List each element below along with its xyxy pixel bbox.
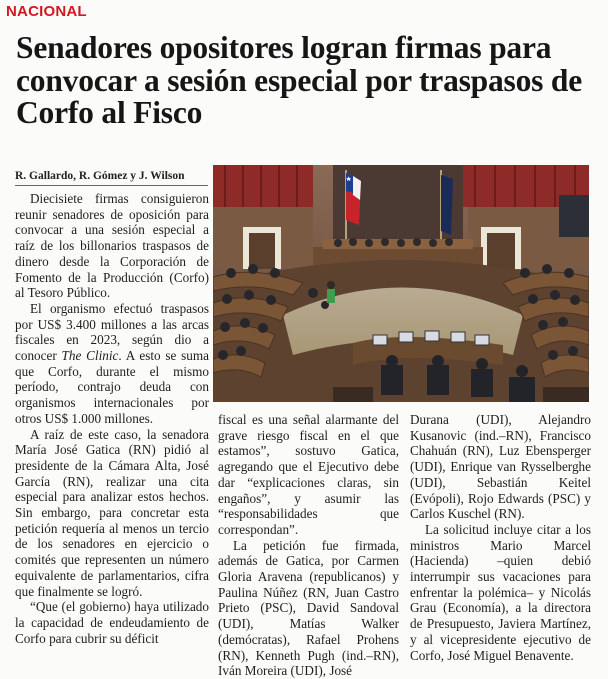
- paragraph: fiscal es una señal alarmante del grave riesgo fiscal en el que estamos”, sostuvo Gatica, agregando que el Ejecutivo debe dar “explicaciones claras, sin engaños”, y asumir las “responsabilidades que correspondan”.: [218, 412, 399, 537]
- article-column-2: [218, 412, 399, 679]
- senate-chamber-photo: [213, 165, 589, 402]
- paragraph: La petición fue firmada, además de Gatica, por Carmen Gloria Aravena (republicanos) y Paulina Núñez (RN, Juan Castro Prieto (PSC), David Sandoval (UDI), Matías Walker (demócratas), Rafael Prohens (RN), Kenneth Pugh (ind.–RN), Iván Moreira (UDI), José: [218, 537, 399, 679]
- paragraph: El organismo efectuó traspasos por US$ 3.400 millones a las arcas fiscales en 2023, según dio a conocer The Clinic. A esto se suma que Corfo, durante el mismo período, contrajo deuda con organismos internacionales por otros US$ 1.000 millones.: [15, 300, 210, 426]
- paragraph: “Que (el gobierno) haya utilizado la capacidad de endeudamiento de Corfo para cubrir su déficit: [15, 599, 209, 646]
- article-column-3: [410, 412, 591, 663]
- article-column-1: [15, 191, 209, 646]
- publication-name: The Clinic: [61, 348, 119, 364]
- paragraph: La solicitud incluye citar a los ministros Mario Marcel (Hacienda) –quien debió interrumpir sus vacaciones para enfrentar la polémica– y Nicolás Grau (Economía), a la directora de Presupuesto, Javiera Martínez, y al vicepresidente ejecutivo de Corfo, José Miguel Benavente.: [410, 521, 591, 663]
- byline-rule: [15, 185, 208, 186]
- headline: Senadores opositores logran firmas para convocar a sesión especial por traspasos de Corfo al Fisco: [16, 30, 582, 130]
- paragraph: Diecisiete firmas consiguieron reunir senadores de oposición para convocar a una sesión especial a raíz de los billonarios traspasos de dinero desde la Corporación de Fomento de la Producción (Corfo) al Tesoro Público.: [15, 191, 209, 301]
- paragraph: Durana (UDI), Alejandro Kusanovic (ind.–RN), Francisco Chahuán (RN), Luz Ebensperger (UDI), Enrique van Rysselberghe (UDI), Sebastián Keitel (Evópoli), Rojo Edwards (PSC) y Carlos Kuschel (RN).: [410, 412, 591, 522]
- byline: R. Gallardo, R. Gómez y J. Wilson: [15, 170, 185, 182]
- section-label: NACIONAL: [6, 3, 87, 20]
- paragraph: A raíz de este caso, la senadora María José Gatica (RN) pidió al presidente de la Cámara Alta, José García (RN), realizar una cita especial para analizar estos hechos. Sin embargo, para concretar esta petición requería al menos un tercio de los senadores en ejercicio o comités que representen un número equivalente de parlamentarios, cifra que finalmente se logró.: [15, 426, 209, 599]
